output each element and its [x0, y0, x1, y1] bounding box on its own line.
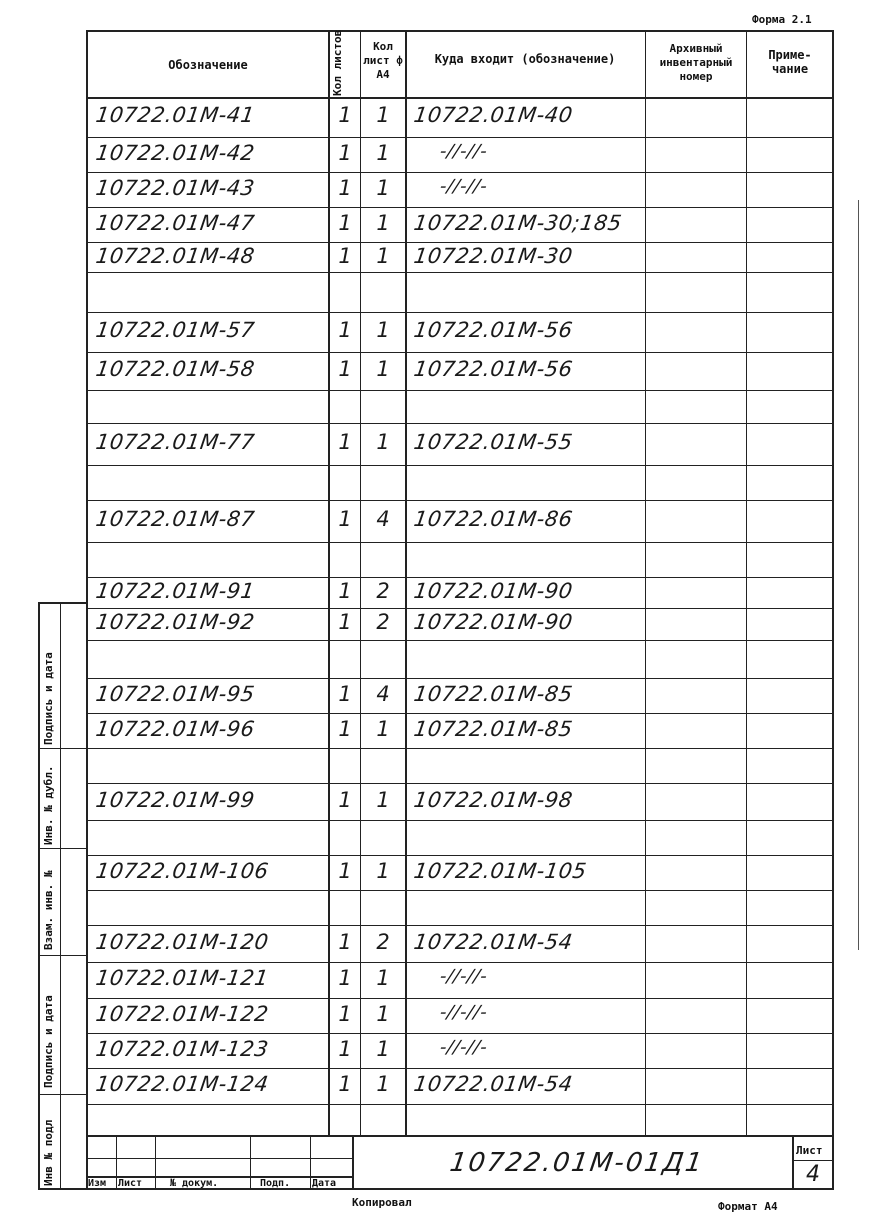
row-divider: [86, 390, 834, 391]
cell-a4: 1: [376, 357, 390, 381]
row-divider: [86, 713, 834, 714]
cell-where-used: -//-//-: [438, 1001, 489, 1023]
cell-designation: 10722.01М-124: [94, 1072, 271, 1096]
cell-a4: 1: [376, 1036, 390, 1061]
cell-designation: 10722.01М-77: [94, 430, 257, 454]
cell-a4: 2: [376, 579, 390, 603]
row-divider: [86, 640, 834, 641]
cell-designation: 10722.01М-47: [94, 210, 257, 235]
cell-where-used: 10722.01М-30: [412, 244, 575, 268]
cell-designation: 10722.01М-57: [94, 318, 257, 342]
cell-where-used: 10722.01М-85: [412, 716, 575, 741]
side-label-inv-dubl: Инв. № дубл.: [42, 765, 55, 845]
cell-where-used: -//-//-: [438, 140, 489, 162]
tb-list: Лист: [118, 1178, 143, 1189]
header-a4-count: Кол лист ф А4: [363, 40, 403, 81]
cell-sheets: 1: [338, 210, 352, 235]
cell-designation: 10722.01М-123: [94, 1036, 271, 1061]
row-divider: [86, 748, 834, 749]
side-label-inv-podl: Инв № подл: [42, 1119, 55, 1186]
row-divider: [86, 998, 834, 999]
header-sheets-count: Кол листов: [331, 29, 344, 96]
row-divider: [86, 577, 834, 578]
cell-a4: 1: [376, 140, 390, 165]
cell-sheets: 1: [338, 140, 352, 165]
cell-where-used: 10722.01М-54: [412, 929, 575, 954]
cell-sheets: 1: [338, 507, 352, 531]
row-divider: [86, 207, 834, 208]
cell-a4: 2: [376, 610, 390, 634]
cell-sheets: 1: [338, 787, 352, 812]
cell-a4: 1: [376, 103, 390, 127]
cell-sheets: 1: [338, 103, 352, 127]
cell-a4: 1: [376, 787, 390, 812]
row-divider: [86, 678, 834, 679]
cell-where-used: 10722.01М-56: [412, 357, 575, 381]
cell-sheets: 1: [338, 929, 352, 954]
cell-where-used: 10722.01М-56: [412, 318, 575, 342]
row-divider: [86, 925, 834, 926]
cell-where-used: 10722.01М-30;185: [412, 210, 624, 235]
cell-sheets: 1: [338, 244, 352, 268]
tb-sheet-label: Лист: [796, 1144, 823, 1157]
footer-copied: Копировал: [352, 1196, 412, 1209]
header-designation: Обозначение: [168, 58, 248, 72]
cell-where-used: 10722.01М-86: [412, 507, 575, 531]
tb-data: Дата: [312, 1178, 337, 1189]
cell-designation: 10722.01М-96: [94, 716, 257, 741]
tb-sheet-number: 4: [806, 1162, 820, 1187]
cell-designation: 10722.01М-87: [94, 507, 257, 531]
cell-a4: 1: [376, 318, 390, 342]
cell-sheets: 1: [338, 579, 352, 603]
row-divider: [86, 962, 834, 963]
cell-sheets: 1: [338, 610, 352, 634]
cell-designation: 10722.01М-41: [94, 103, 257, 127]
cell-a4: 1: [376, 1001, 390, 1026]
header-note: Приме- чание: [768, 48, 812, 76]
cell-a4: 1: [376, 210, 390, 235]
cell-sheets: 1: [338, 175, 352, 200]
row-divider: [86, 1033, 834, 1034]
row-divider: [86, 542, 834, 543]
cell-sheets: 1: [338, 430, 352, 454]
cell-where-used: 10722.01М-90: [412, 579, 575, 603]
form-label: Форма 2.1: [752, 13, 812, 26]
cell-where-used: 10722.01М-85: [412, 681, 575, 706]
cell-a4: 4: [376, 507, 390, 531]
row-divider: [86, 608, 834, 609]
side-label-signature-date-1: Подпись и дата: [42, 995, 55, 1088]
cell-designation: 10722.01М-95: [94, 681, 257, 706]
cell-designation: 10722.01М-42: [94, 140, 257, 165]
side-label-signature-date-2: Подпись и дата: [42, 652, 55, 745]
cell-a4: 1: [376, 430, 390, 454]
footer-format: Формат А4: [718, 1200, 778, 1213]
header-archive-number: Архивный инвентарный номер: [659, 42, 733, 83]
cell-sheets: 1: [338, 716, 352, 741]
cell-a4: 1: [376, 716, 390, 741]
tb-doc-no: № докум.: [170, 1178, 219, 1189]
cell-where-used: 10722.01М-40: [412, 103, 575, 127]
cell-sheets: 1: [338, 1036, 352, 1061]
row-divider: [86, 137, 834, 138]
cell-sheets: 1: [338, 858, 352, 883]
cell-designation: 10722.01М-122: [94, 1001, 271, 1026]
row-divider: [86, 352, 834, 353]
row-divider: [86, 855, 834, 856]
cell-where-used: -//-//-: [438, 966, 489, 987]
cell-where-used: -//-//-: [438, 1036, 489, 1058]
cell-a4: 2: [376, 929, 390, 954]
side-label-vzam-inv: Взам. инв. №: [42, 870, 55, 950]
cell-a4: 4: [376, 681, 390, 706]
cell-where-used: 10722.01М-90: [412, 610, 575, 634]
cell-where-used: 10722.01М-55: [412, 430, 575, 454]
cell-where-used: -//-//-: [438, 175, 489, 197]
cell-sheets: 1: [338, 357, 352, 381]
cell-sheets: 1: [338, 1001, 352, 1026]
cell-designation: 10722.01М-92: [94, 610, 257, 634]
row-divider: [86, 465, 834, 466]
header-where-used: Куда входит (обозначение): [434, 52, 616, 66]
row-divider: [86, 172, 834, 173]
row-divider: [86, 242, 834, 243]
row-divider: [86, 1068, 834, 1069]
cell-where-used: 10722.01М-105: [412, 858, 589, 883]
row-divider: [86, 1104, 834, 1105]
row-divider: [86, 820, 834, 821]
document-code: 10722.01М-01Д1: [447, 1148, 706, 1178]
row-divider: [86, 783, 834, 784]
cell-a4: 1: [376, 244, 390, 268]
cell-sheets: 1: [338, 1072, 352, 1096]
cell-a4: 1: [376, 1072, 390, 1096]
row-divider: [86, 312, 834, 313]
tb-izm: Изм: [88, 1178, 107, 1189]
cell-a4: 1: [376, 966, 390, 990]
cell-designation: 10722.01М-58: [94, 357, 257, 381]
cell-designation: 10722.01М-91: [94, 579, 257, 603]
row-divider: [86, 890, 834, 891]
cell-sheets: 1: [338, 966, 352, 990]
cell-where-used: 10722.01М-98: [412, 787, 575, 812]
cell-sheets: 1: [338, 318, 352, 342]
tb-podp: Подп.: [260, 1178, 291, 1189]
row-divider: [86, 423, 834, 424]
cell-a4: 1: [376, 858, 390, 883]
cell-a4: 1: [376, 175, 390, 200]
cell-designation: 10722.01М-99: [94, 787, 257, 812]
scan-edge-line: [858, 200, 859, 950]
cell-designation: 10722.01М-48: [94, 244, 257, 268]
cell-designation: 10722.01М-121: [94, 966, 271, 990]
row-divider: [86, 272, 834, 273]
row-divider: [86, 500, 834, 501]
cell-designation: 10722.01М-106: [94, 858, 271, 883]
cell-where-used: 10722.01М-54: [412, 1072, 575, 1096]
cell-designation: 10722.01М-43: [94, 175, 257, 200]
cell-designation: 10722.01М-120: [94, 929, 271, 954]
cell-sheets: 1: [338, 681, 352, 706]
